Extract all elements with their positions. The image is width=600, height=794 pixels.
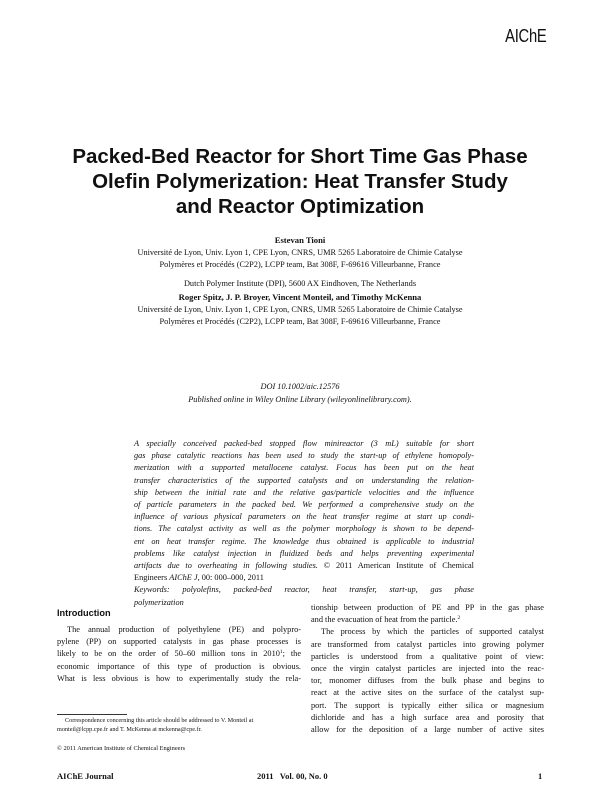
body-line: are transformed from catalyst particles into growing polymer xyxy=(311,639,544,649)
abstract-line xyxy=(134,560,474,572)
abstract-line: gas phase catalytic reactions has been used to study the start-up of ethylene homopoly- xyxy=(134,451,474,461)
affiliation-line: Polymères et Procédés (C2P2), LCPP team, Bat 308F, F-69616 Villeurbanne, France xyxy=(159,317,441,326)
left-column xyxy=(57,624,301,685)
body-line: What is less obvious is how to experimentally study the rela- xyxy=(57,673,301,683)
abstract xyxy=(134,438,474,609)
body-line: allow for the deposition of a large number of active sites xyxy=(311,725,544,735)
doi-line: DOI 10.1002/aic.12576 xyxy=(260,382,340,391)
citation-text: , 00: 000–000, 2011 xyxy=(197,573,264,583)
body-line: pylene (PP) on supported catalysts in gas phase processes is xyxy=(57,637,301,647)
abstract-line: transfer characteristics of the supported catalysts and on understanding the relation- xyxy=(134,475,474,485)
footnote-line: monteil@lcpp.cpe.fr and T. McKenna at mckenna@cpe.fr. xyxy=(57,725,202,733)
body-line: react at the active sites on the surface of the catalyst sup- xyxy=(311,688,544,698)
abstract-line: merization with a supported metallocene catalyst. Focus has been put on the heat xyxy=(134,463,474,473)
body-line: dichloride and has a high surface area and porosity that xyxy=(311,712,544,722)
section-heading-introduction: Introduction xyxy=(57,608,111,618)
copyright-notice: © 2011 American Institute of Chemical Engineers xyxy=(57,745,186,752)
abstract-line xyxy=(134,572,474,584)
right-column xyxy=(311,602,544,736)
title-line: and Reactor Optimization xyxy=(175,195,425,218)
abstract-line: of particle parameters in the packed bed. We performed a comprehensive study on the xyxy=(134,500,474,510)
article-title xyxy=(0,144,600,219)
abstract-final-sentence: artifacts due to overheating in following studies. xyxy=(134,561,318,571)
abstract-line: ent on heat transfer regime. The knowledge thus obtained is applicable to industrial xyxy=(134,536,474,546)
abstract-line: ship between the initial rate and the relative gas/particle velocities and the influence xyxy=(134,487,474,497)
abstract-line: tions. The catalyst activity as well as the polymer morphology is shown to be depend- xyxy=(134,524,474,534)
author-name: Estevan Tioni xyxy=(274,235,326,245)
title-line: Olefin Polymerization: Heat Transfer Study xyxy=(92,170,508,193)
affiliation-line: Université de Lyon, Univ. Lyon 1, CPE Lyon, CNRS, UMR 5265 Laboratoire de Chimie Catalyse xyxy=(137,304,463,314)
body-line: The annual production of polyethylene (PE) and polypro- xyxy=(67,625,301,634)
correspondence-footnote xyxy=(57,717,301,734)
title-line: Packed-Bed Reactor for Short Time Gas Phase xyxy=(72,145,528,168)
affiliation-line: Polymères et Procédés (C2P2), LCPP team, Bat 308F, F-69616 Villeurbanne, France xyxy=(159,260,441,269)
copyright-text: © 2011 American Institute of Chemical xyxy=(317,561,474,571)
journal-abbrev: AIChE J xyxy=(169,573,198,583)
body-line: tor, monomer diffuses from the bulk phase and begins to xyxy=(311,676,544,686)
abstract-line: A specially conceived packed-bed stopped flow minireactor (3 mL) suitable for short xyxy=(134,439,474,448)
reference-marker: 2 xyxy=(457,615,461,622)
page-number: 1 xyxy=(538,771,543,781)
keywords-line: Keywords: polyolefins, packed-bed reactor, heat transfer, start-up, gas phase xyxy=(134,585,474,595)
abstract-line: influence of various physical parameters on the heat transfer regime at start up condi- xyxy=(134,512,474,522)
copyright-text: Engineers xyxy=(134,573,170,583)
footnote-line: Correspondence concerning this article should be addressed to V. Monteil at xyxy=(65,717,254,724)
footer-issue: 2011 Vol. 00, No. 0 xyxy=(257,771,328,781)
body-text: ; the xyxy=(282,649,302,659)
affiliation-line: Université de Lyon, Univ. Lyon 1, CPE Lyon, CNRS, UMR 5265 Laboratoire de Chimie Catalyse xyxy=(137,247,463,257)
body-line: once the virgin catalyst particles are injected into the reac- xyxy=(311,664,544,674)
reference-marker: 1 xyxy=(279,649,283,656)
body-text: and the evacuation of heat from the particle. xyxy=(311,615,458,625)
doi-block xyxy=(0,381,600,406)
journal-brand-logo: AIChE xyxy=(505,26,547,46)
footer-journal-name: AIChE Journal xyxy=(57,771,114,781)
body-line xyxy=(311,614,544,626)
affiliation-line: Dutch Polymer Institute (DPI), 5600 AX Eindhoven, The Netherlands xyxy=(183,278,417,288)
published-online-line: Published online in Wiley Online Library (wileyonlinelibrary.com). xyxy=(188,394,412,404)
footnote-divider xyxy=(57,714,127,715)
body-line: particles is understood from a qualitative point of view: xyxy=(311,651,544,661)
body-line: The process by which the particles of supported catalyst xyxy=(321,627,544,637)
abstract-line: problems like catalyst injection in fluidized beds and helps preventing experimental xyxy=(134,548,474,558)
body-text: likely to be on the order of 50–60 million tons in 2010 xyxy=(57,649,280,659)
body-line xyxy=(57,648,301,660)
body-line: port. The support is typically either silica or magnesium xyxy=(311,700,544,710)
author-names: Roger Spitz, J. P. Broyer, Vincent Monteil, and Timothy McKenna xyxy=(178,292,422,302)
author-block-2 xyxy=(60,291,540,329)
author-block-1 xyxy=(60,234,540,290)
keywords-line: polymerization xyxy=(134,597,184,607)
body-line: economic importance of this type of production is obvious. xyxy=(57,661,301,671)
body-line: tionship between production of PE and PP in the gas phase xyxy=(311,603,544,612)
